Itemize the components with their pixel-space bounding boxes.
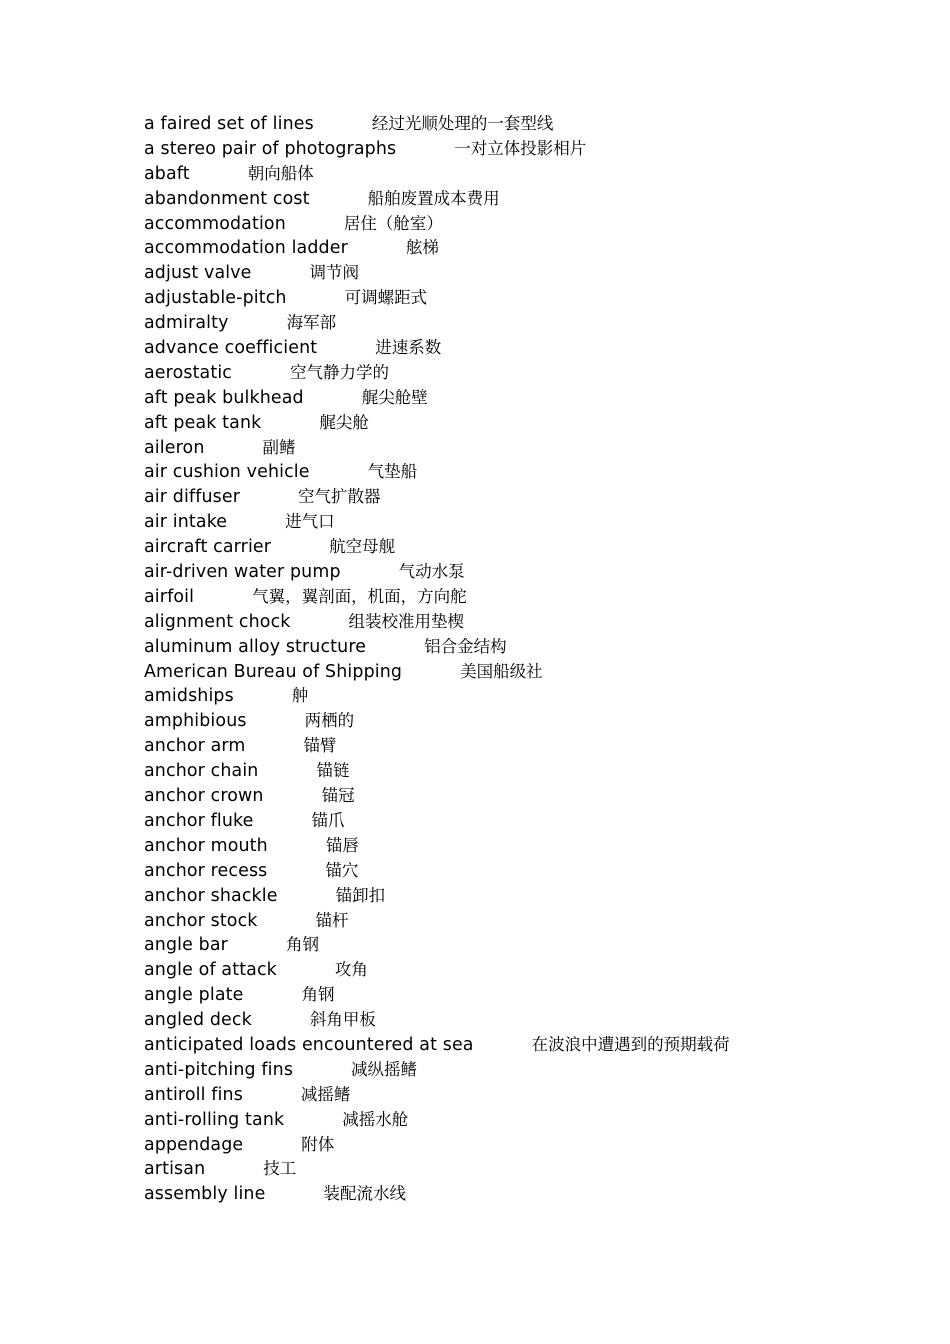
english-term: adjust valve [144,263,252,284]
chinese-translation: 舷梯 [405,238,439,258]
english-term: accommodation ladder [144,238,348,259]
chinese-translation: 空气扩散器 [298,487,381,507]
english-term: adjustable-pitch [144,288,287,309]
english-term: abaft [144,163,190,184]
glossary-list [144,112,904,1207]
glossary-entry [144,261,904,286]
chinese-translation: 角钢 [285,935,319,955]
english-term: angle bar [144,935,228,956]
glossary-entry [144,809,904,834]
glossary-entry [144,162,904,187]
glossary-entry [144,884,904,909]
chinese-translation: 攻角 [334,960,368,980]
glossary-entry [144,535,904,560]
english-term: anticipated loads encountered at sea [144,1034,474,1055]
chinese-translation: 气翼，翼剖面，机面，方向舵 [252,586,467,606]
glossary-entry [144,1083,904,1108]
english-term: aircraft carrier [144,537,272,558]
chinese-translation: 调节阀 [309,263,360,283]
chinese-translation: 航空母舰 [329,537,396,557]
chinese-translation: 锚卸扣 [335,885,386,905]
english-term: amphibious [144,711,247,732]
glossary-entry [144,1033,904,1058]
english-term: anchor recess [144,860,268,881]
glossary-entry [144,137,904,162]
english-term: anti-pitching fins [144,1059,294,1080]
english-term: anchor crown [144,786,264,807]
glossary-entry [144,784,904,809]
glossary-entry [144,1058,904,1083]
chinese-translation: 装配流水线 [323,1184,406,1204]
english-term: appendage [144,1134,244,1155]
english-term: advance coefficient [144,338,318,359]
glossary-entry [144,336,904,361]
chinese-translation: 角钢 [301,985,335,1005]
english-term: amidships [144,686,234,707]
english-term: anchor mouth [144,835,268,856]
english-term: air intake [144,512,228,533]
glossary-entry [144,734,904,759]
chinese-translation: 船舶废置成本费用 [367,188,500,208]
glossary-entry [144,610,904,635]
glossary-entry [144,1133,904,1158]
english-term: anchor stock [144,910,258,931]
glossary-entry [144,386,904,411]
chinese-translation: 朝向船体 [247,163,314,183]
glossary-entry [144,635,904,660]
english-term: anchor shackle [144,885,278,906]
chinese-translation: 减纵摇鳍 [351,1059,418,1079]
glossary-entry [144,212,904,237]
english-term: a stereo pair of photographs [144,138,397,159]
glossary-entry [144,311,904,336]
english-term: artisan [144,1159,206,1180]
glossary-entry [144,983,904,1008]
chinese-translation: 附体 [301,1134,335,1154]
english-term: air diffuser [144,487,241,508]
glossary-entry [144,485,904,510]
chinese-translation: 锚穴 [325,860,359,880]
english-term: antiroll fins [144,1084,243,1105]
chinese-translation: 气垫船 [367,462,418,482]
glossary-entry [144,1182,904,1207]
chinese-translation: 海军部 [286,313,337,333]
english-term: aft peak tank [144,412,262,433]
english-term: aileron [144,437,205,458]
chinese-translation: 经过光顺处理的一套型线 [371,114,554,133]
glossary-entry [144,460,904,485]
chinese-translation: 技工 [263,1159,297,1179]
glossary-entry [144,411,904,436]
english-term: a faired set of lines [144,114,314,134]
chinese-translation: 锚杆 [315,910,349,930]
english-term: aluminum alloy structure [144,636,367,657]
glossary-entry [144,286,904,311]
chinese-translation: 减摇鳍 [300,1084,351,1104]
chinese-translation: 进气口 [285,512,335,532]
chinese-translation: 副鳍 [262,437,296,457]
english-term: angled deck [144,1010,252,1031]
chinese-translation: 艉尖舱 [319,412,369,432]
chinese-translation: 斜角甲板 [309,1010,376,1030]
english-term: accommodation [144,213,286,234]
glossary-entry [144,187,904,212]
english-term: aft peak bulkhead [144,387,304,408]
english-term: alignment chock [144,611,291,632]
chinese-translation: 锚冠 [321,786,355,806]
chinese-translation: 艉尖舱壁 [361,387,428,407]
glossary-entry [144,560,904,585]
chinese-translation: 空气静力学的 [290,362,390,382]
chinese-translation: 舯 [291,686,309,706]
glossary-entry [144,1157,904,1182]
english-term: angle of attack [144,960,277,981]
glossary-entry [144,112,904,137]
glossary-entry [144,236,904,261]
glossary-entry [144,436,904,461]
glossary-entry [144,660,904,685]
english-term: air cushion vehicle [144,462,310,483]
english-term: anchor arm [144,736,246,757]
english-term: assembly line [144,1184,266,1205]
english-term: airfoil [144,586,195,607]
english-term: abandonment cost [144,188,310,209]
glossary-entry [144,958,904,983]
english-term: aerostatic [144,362,233,383]
english-term: anchor chain [144,761,259,782]
chinese-translation: 进速系数 [375,338,442,358]
glossary-entry [144,684,904,709]
chinese-translation: 锚链 [316,761,350,781]
english-term: anti-rolling tank [144,1109,285,1130]
chinese-translation: 两栖的 [304,711,355,731]
english-term: air-driven water pump [144,562,341,583]
chinese-translation: 一对立体投影相片 [454,138,587,158]
glossary-entry [144,909,904,934]
glossary-entry [144,834,904,859]
glossary-entry [144,1108,904,1133]
chinese-translation: 美国船级社 [460,661,543,681]
glossary-entry [144,759,904,784]
chinese-translation: 气动水泵 [398,562,465,582]
english-term: American Bureau of Shipping [144,661,403,682]
chinese-translation: 锚臂 [303,736,337,756]
chinese-translation: 铝合金结构 [424,636,507,656]
chinese-translation: 可调螺距式 [344,288,428,308]
english-term: angle plate [144,985,244,1006]
glossary-entry [144,510,904,535]
chinese-translation: 组装校准用垫楔 [348,611,464,631]
glossary-entry [144,933,904,958]
glossary-entry [144,1008,904,1033]
chinese-translation: 居住（舱室） [343,213,443,233]
chinese-translation: 锚唇 [325,835,359,855]
glossary-entry [144,361,904,386]
chinese-translation: 在波浪中遭遇到的预期载荷 [531,1034,730,1054]
english-term: anchor fluke [144,810,254,831]
glossary-entry [144,709,904,734]
glossary-entry [144,585,904,610]
glossary-entry [144,859,904,884]
english-term: admiralty [144,313,229,334]
chinese-translation: 减摇水舱 [342,1109,409,1129]
chinese-translation: 锚爪 [311,810,345,830]
